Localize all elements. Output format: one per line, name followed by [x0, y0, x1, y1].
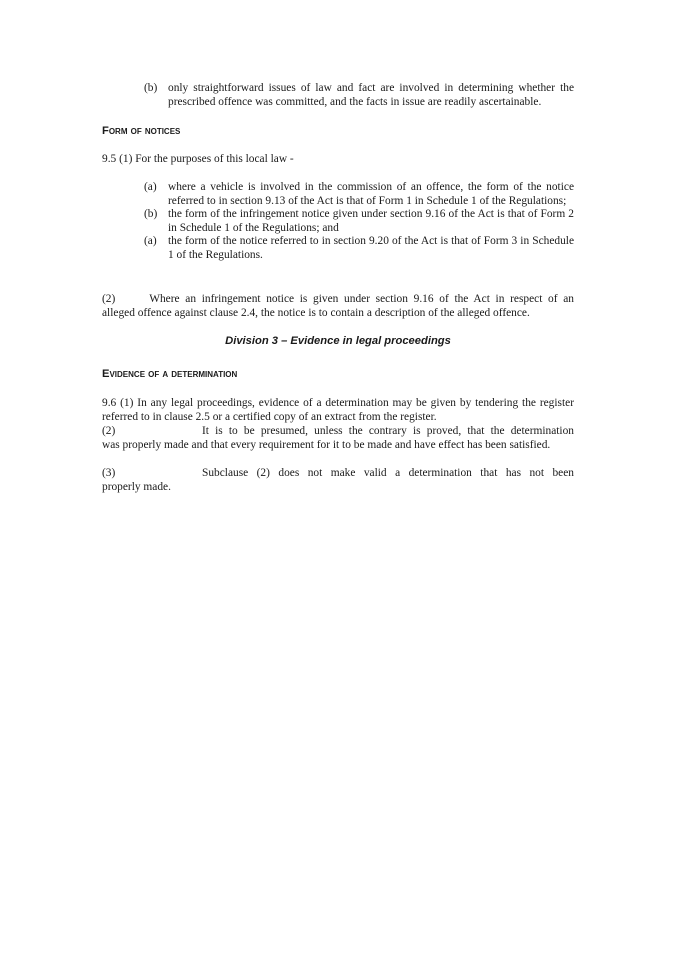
item-label: (b): [144, 208, 158, 221]
clause-text-first: It is to be presumed, unless the contrary is proved, that the determination: [202, 425, 574, 437]
heading-evidence: Evidence of a determination: [102, 368, 238, 380]
clause-9-5-list: [144, 181, 574, 263]
clause-text-rest: properly made.: [102, 480, 171, 493]
item-text: where a vehicle is involved in the commission of an offence, the form of the notice referred to in section 9.13 of the Act is that of Form 1 in Schedule 1 of the Regulations;: [168, 181, 574, 207]
clause-9-6-2: [102, 425, 574, 452]
list-item: [144, 208, 574, 235]
para-b-continuation: [144, 82, 574, 109]
clause-line: (2) Where an infringement notice is given under section 9.16 of the Act in respect of an: [102, 293, 574, 305]
para-label: (b): [144, 82, 158, 94]
clause-9-6-1: 9.6 (1) In any legal proceedings, evidence of a determination may be given by tendering the register referred to in clause 2.5 or a certified copy of an extract from the register.: [102, 397, 574, 423]
heading-form-of-notices: Form of notices: [102, 125, 181, 137]
clause-9-6-3: [102, 467, 574, 494]
list-item: [144, 235, 574, 262]
division-heading: Division 3 – Evidence in legal proceedings: [225, 335, 451, 347]
item-text: the form of the infringement notice given under section 9.16 of the Act is that of Form 2 in Schedule 1 of the Regulations; and: [168, 208, 574, 234]
clause-text-first: Subclause (2) does not make valid a determination that has not been: [202, 467, 574, 479]
clause-9-5-2: [102, 293, 574, 320]
clause-text-rest: was properly made and that every requirement for it to be made and have effect has been satisfied.: [102, 438, 551, 451]
item-label: (a): [144, 235, 157, 248]
item-text: the form of the notice referred to in section 9.20 of the Act is that of Form 3 in Schedule 1 of the Regulations.: [168, 235, 574, 261]
list-item: [144, 181, 574, 208]
clause-number: (2): [102, 425, 116, 437]
item-label: (a): [144, 181, 157, 193]
clause-9-5-intro: 9.5 (1) For the purposes of this local law -: [102, 153, 294, 165]
para-text: only straightforward issues of law and fact are involved in determining whether the prescribed offence was committed, and the facts in issue are readily ascertainable.: [168, 82, 574, 108]
clause-number: (3): [102, 467, 116, 479]
clause-line: alleged offence against clause 2.4, the notice is to contain a description of the alleged offence.: [102, 306, 530, 319]
